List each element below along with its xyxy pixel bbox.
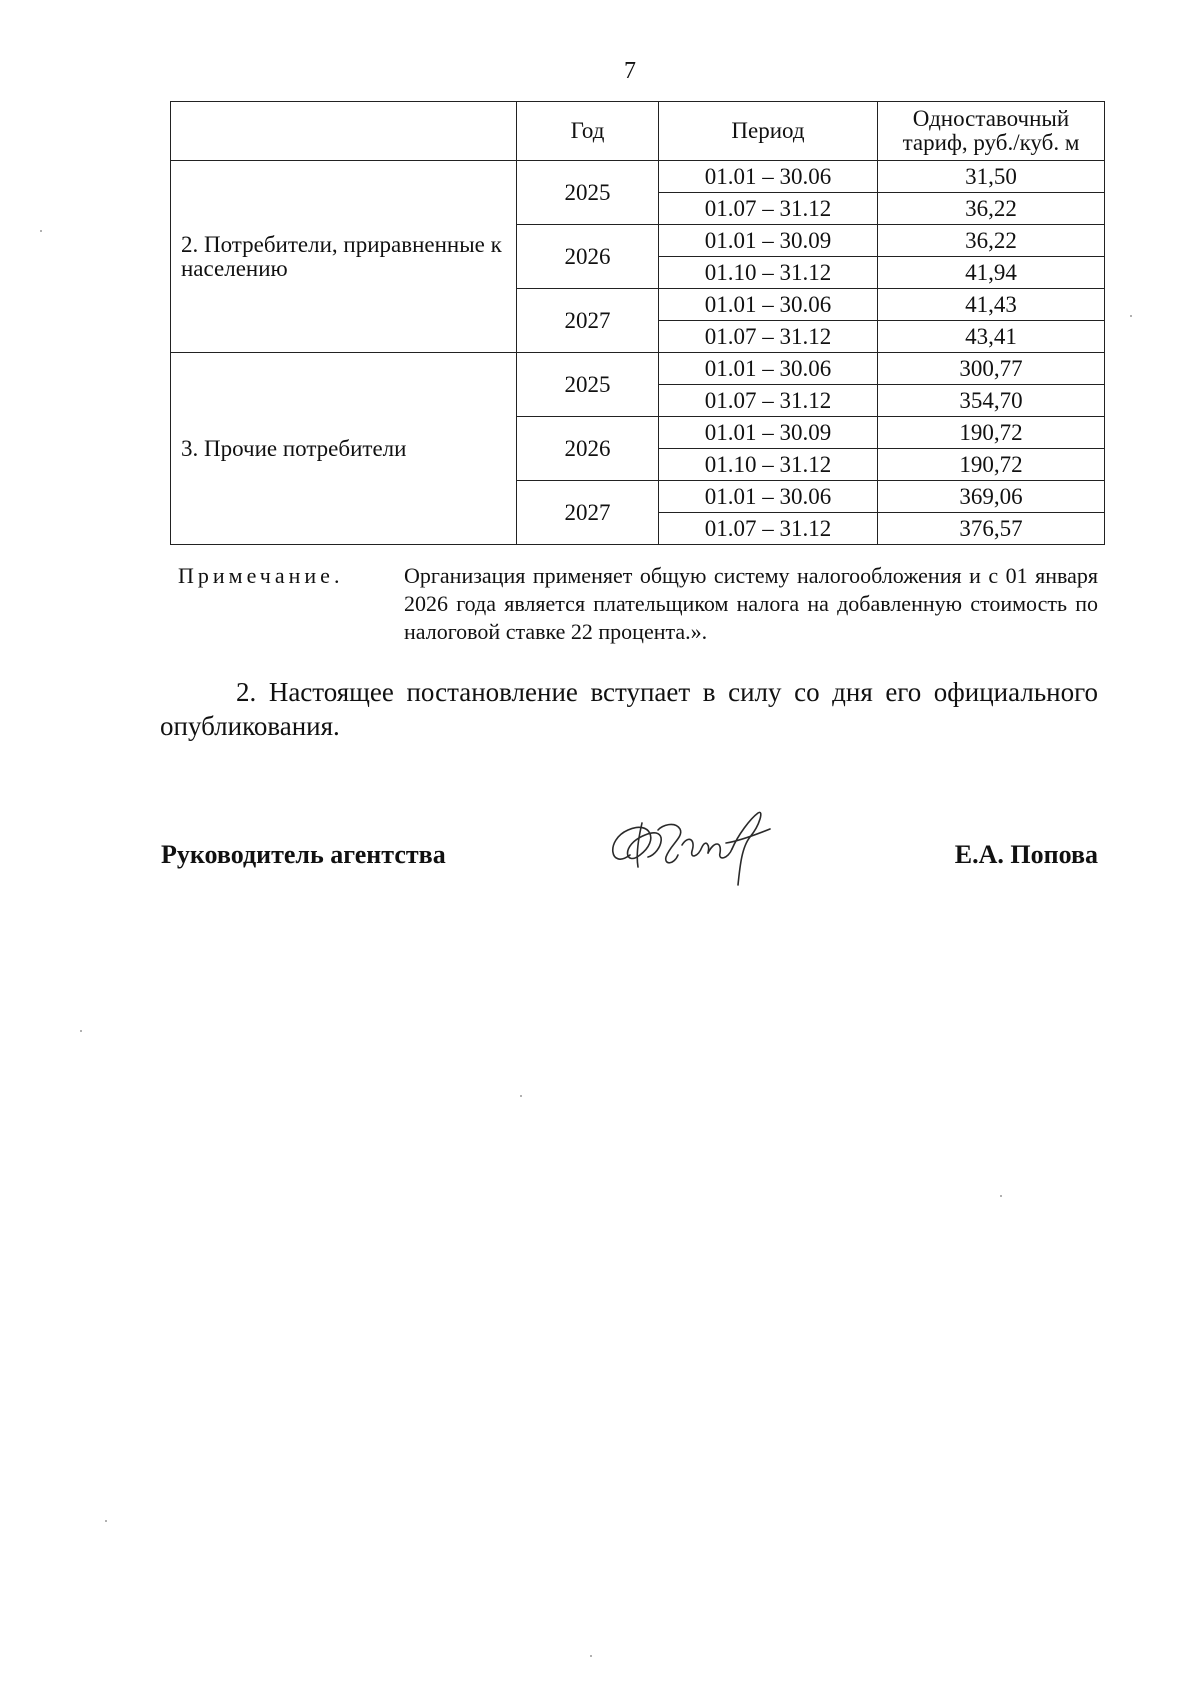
tariff-table — [170, 101, 1105, 545]
tariff-cell: 41,43 — [878, 289, 1105, 321]
period-cell: 01.07 – 31.12 — [659, 193, 878, 225]
header-year: Год — [517, 102, 659, 161]
period-cell: 01.01 – 30.09 — [659, 225, 878, 257]
period-cell: 01.01 – 30.06 — [659, 353, 878, 385]
header-period: Период — [659, 102, 878, 161]
tariff-cell: 31,50 — [878, 161, 1105, 193]
year-cell: 2026 — [517, 225, 659, 289]
period-cell: 01.10 – 31.12 — [659, 449, 878, 481]
year-cell: 2025 — [517, 353, 659, 417]
scan-speck — [105, 1520, 107, 1522]
category-cell: 3. Прочие потребители — [171, 353, 517, 545]
year-cell: 2027 — [517, 289, 659, 353]
period-cell: 01.10 – 31.12 — [659, 257, 878, 289]
note-text: Организация применяет общую систему налогообложения и с 01 января 2026 года является плательщиком налога на добавленную стоимость по налоговой ставке 22 процента.». — [404, 563, 1098, 644]
period-cell: 01.01 – 30.09 — [659, 417, 878, 449]
period-cell: 01.01 – 30.06 — [659, 481, 878, 513]
tariff-cell: 376,57 — [878, 513, 1105, 545]
scan-speck — [1130, 315, 1132, 317]
header-category — [171, 102, 517, 161]
period-cell: 01.07 – 31.12 — [659, 321, 878, 353]
period-cell: 01.01 – 30.06 — [659, 289, 878, 321]
tariff-cell: 369,06 — [878, 481, 1105, 513]
tariff-cell: 190,72 — [878, 449, 1105, 481]
note-label: Примечание. — [178, 563, 344, 588]
year-cell: 2026 — [517, 417, 659, 481]
table-row — [171, 353, 1105, 385]
signatory-title: Руководитель агентства — [161, 840, 446, 869]
tariff-cell: 300,77 — [878, 353, 1105, 385]
tariff-cell: 190,72 — [878, 417, 1105, 449]
period-cell: 01.01 – 30.06 — [659, 161, 878, 193]
handwritten-signature — [600, 795, 800, 895]
table-row — [171, 161, 1105, 193]
period-cell: 01.07 – 31.12 — [659, 385, 878, 417]
tariff-cell: 36,22 — [878, 193, 1105, 225]
year-cell: 2025 — [517, 161, 659, 225]
tariff-cell: 41,94 — [878, 257, 1105, 289]
signatory-name: Е.А. Попова — [954, 840, 1098, 869]
page-number: 7 — [624, 58, 636, 84]
header-tariff: Одноставочный тариф, руб./куб. м — [878, 102, 1105, 161]
tariff-cell: 43,41 — [878, 321, 1105, 353]
category-cell: 2. Потребители, приравненные к населению — [171, 161, 517, 353]
tariff-cell: 36,22 — [878, 225, 1105, 257]
scan-speck — [590, 1655, 592, 1657]
scan-speck — [1000, 1195, 1002, 1197]
scan-speck — [40, 230, 42, 232]
year-cell: 2027 — [517, 481, 659, 545]
table-header-row — [171, 102, 1105, 161]
scan-speck — [520, 1095, 522, 1097]
tariff-cell: 354,70 — [878, 385, 1105, 417]
effective-date-paragraph: 2. Настоящее постановление вступает в силу со дня его официального опубликования. — [160, 677, 1098, 741]
period-cell: 01.07 – 31.12 — [659, 513, 878, 545]
scan-speck — [80, 1030, 82, 1032]
